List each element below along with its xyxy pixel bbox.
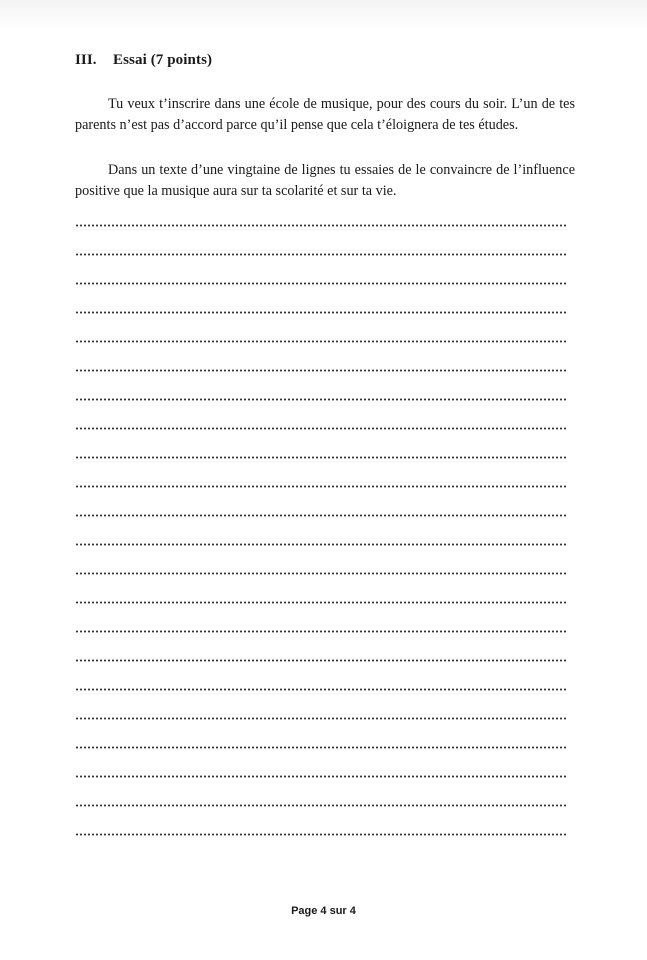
answer-line — [75, 717, 567, 720]
answer-line — [75, 340, 567, 343]
instruction-paragraph-1: Tu veux t’inscrire dans une école de musique, pour des cours du soir. L’un de tes parents n’est pas d’accord parce qu’il pense que cela t’éloignera de tes études. — [75, 96, 575, 133]
answer-line — [75, 775, 567, 778]
answer-line — [75, 369, 567, 372]
answer-line — [75, 224, 567, 227]
answer-line — [75, 514, 567, 517]
answer-line — [75, 804, 567, 807]
answer-line — [75, 659, 567, 662]
answer-line — [75, 311, 567, 314]
answer-line — [75, 688, 567, 691]
answer-line — [75, 543, 567, 546]
section-title: Essai (7 points) — [113, 52, 213, 68]
answer-area — [75, 224, 567, 862]
page-footer: Page 4 sur 4 — [291, 905, 356, 917]
answer-line — [75, 456, 567, 459]
answer-line — [75, 601, 567, 604]
answer-line — [75, 398, 567, 401]
answer-line — [75, 485, 567, 488]
answer-line — [75, 427, 567, 430]
instruction-paragraph-2: Dans un texte d’une vingtaine de lignes tu essaies de le convaincre de l’influence positive que la musique aura sur ta scolarité et sur ta vie. — [75, 162, 575, 199]
answer-line — [75, 746, 567, 749]
answer-line — [75, 572, 567, 575]
answer-line — [75, 282, 567, 285]
section-number: III. — [75, 52, 97, 68]
answer-line — [75, 630, 567, 633]
answer-line — [75, 833, 567, 836]
answer-line — [75, 253, 567, 256]
section-heading — [75, 52, 212, 69]
